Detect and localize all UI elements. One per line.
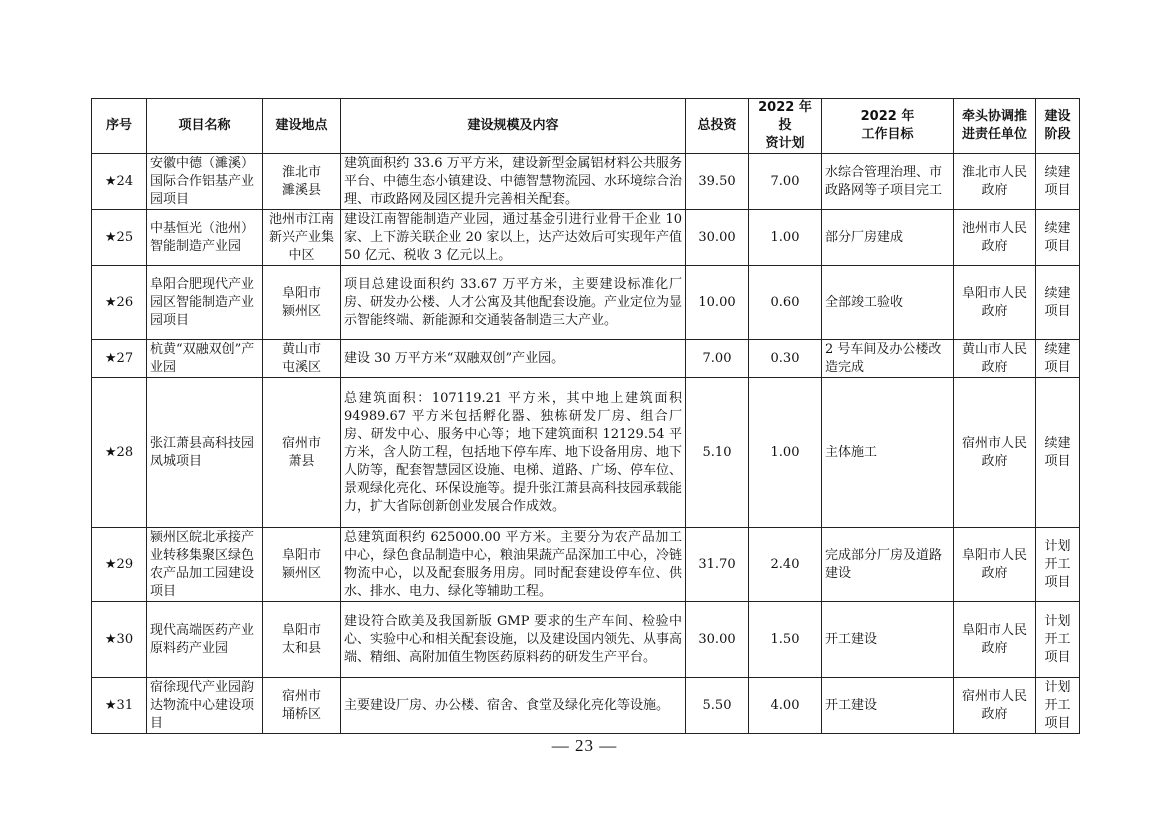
cell-responsible-unit: 黄山市人民政府 — [954, 340, 1036, 378]
cell-location: 宿州市 萧县 — [263, 378, 341, 528]
cell-2022-goal: 主体施工 — [822, 378, 954, 528]
header-plan-line2: 资计划 — [765, 136, 805, 151]
header-name: 项目名称 — [147, 99, 263, 154]
cell-content: 建设江南智能制造产业园，通过基金引进行业骨干企业 10 家、上下游关联企业 20 家以上，达产达效后可实现年产值 50 亿元、税收 3 亿元以上。 — [341, 210, 686, 266]
cell-2022-plan: 1.00 — [749, 378, 822, 528]
cell-no: ★29 — [92, 528, 147, 602]
cell-total-investment: 39.50 — [686, 154, 749, 210]
project-table — [91, 98, 1080, 734]
cell-project-name: 宿徐现代产业园韵达物流中心建设项目 — [147, 678, 263, 734]
cell-location: 池州市江南新兴产业集中区 — [263, 210, 341, 266]
header-goal — [822, 99, 954, 154]
header-plan — [749, 99, 822, 154]
cell-responsible-unit: 阜阳市人民政府 — [954, 602, 1036, 678]
header-no: 序号 — [92, 99, 147, 154]
cell-stage: 计划 开工 项目 — [1036, 602, 1080, 678]
cell-location: 淮北市 濉溪县 — [263, 154, 341, 210]
cell-project-name: 杭黄“双融双创”产业园 — [147, 340, 263, 378]
cell-location: 黄山市 屯溪区 — [263, 340, 341, 378]
cell-project-name: 安徽中德（濉溪）国际合作铝基产业园项目 — [147, 154, 263, 210]
header-goal-line1: 2022 年 — [860, 109, 915, 124]
table-row — [92, 266, 1080, 340]
cell-content: 总建筑面积约 625000.00 平方米。主要分为农产品加工中心，绿色食品制造中心，粮油果蔬产品深加工中心，冷链物流中心，以及配套服务用房。同时配套建设停车位、供水、排水、电力、绿化等辅助工程。 — [341, 528, 686, 602]
table-row — [92, 378, 1080, 528]
cell-no: ★28 — [92, 378, 147, 528]
cell-stage: 续建 项目 — [1036, 266, 1080, 340]
cell-stage: 计划 开工 项目 — [1036, 528, 1080, 602]
cell-location: 阜阳市 太和县 — [263, 602, 341, 678]
header-unit-line2: 进责任单位 — [961, 127, 1027, 142]
cell-no: ★26 — [92, 266, 147, 340]
cell-content: 主要建设厂房、办公楼、宿舍、食堂及绿化亮化等设施。 — [341, 678, 686, 734]
cell-no: ★25 — [92, 210, 147, 266]
cell-2022-plan: 0.30 — [749, 340, 822, 378]
cell-project-name: 中基恒光（池州）智能制造产业园 — [147, 210, 263, 266]
table-row — [92, 210, 1080, 266]
cell-total-investment: 10.00 — [686, 266, 749, 340]
cell-2022-plan: 1.50 — [749, 602, 822, 678]
cell-responsible-unit: 阜阳市人民政府 — [954, 266, 1036, 340]
cell-project-name: 阜阳合肥现代产业园区智能制造产业园项目 — [147, 266, 263, 340]
table-row — [92, 528, 1080, 602]
cell-no: ★24 — [92, 154, 147, 210]
cell-stage: 续建 项目 — [1036, 378, 1080, 528]
cell-location: 宿州市 埇桥区 — [263, 678, 341, 734]
cell-total-investment: 5.50 — [686, 678, 749, 734]
cell-responsible-unit: 宿州市人民政府 — [954, 678, 1036, 734]
cell-project-name: 现代高端医药产业原料药产业园 — [147, 602, 263, 678]
cell-stage: 续建 项目 — [1036, 340, 1080, 378]
cell-2022-plan: 4.00 — [749, 678, 822, 734]
cell-total-investment: 7.00 — [686, 340, 749, 378]
table-row — [92, 340, 1080, 378]
cell-no: ★27 — [92, 340, 147, 378]
cell-project-name: 张江萧县高科技园凤城项目 — [147, 378, 263, 528]
cell-content: 建设符合欧美及我国新版 GMP 要求的生产车间、检验中心、实验中心和相关配套设施，以及建设国内领先、从事高端、精细、高附加值生物医药原料药的研发生产平台。 — [341, 602, 686, 678]
cell-project-name: 颍州区皖北承接产业转移集聚区绿色农产品加工园建设项目 — [147, 528, 263, 602]
header-plan-line1: 2022 年投 — [758, 100, 812, 133]
cell-responsible-unit: 淮北市人民政府 — [954, 154, 1036, 210]
table-row — [92, 602, 1080, 678]
cell-responsible-unit: 宿州市人民政府 — [954, 378, 1036, 528]
table-row — [92, 154, 1080, 210]
table-body — [92, 154, 1080, 734]
cell-total-investment: 30.00 — [686, 210, 749, 266]
cell-total-investment: 31.70 — [686, 528, 749, 602]
cell-stage: 续建 项目 — [1036, 210, 1080, 266]
cell-no: ★31 — [92, 678, 147, 734]
cell-2022-plan: 1.00 — [749, 210, 822, 266]
page-number: — 23 — — [551, 736, 618, 755]
cell-location: 阜阳市 颍州区 — [263, 528, 341, 602]
cell-2022-goal: 开工建设 — [822, 678, 954, 734]
cell-2022-goal: 部分厂房建成 — [822, 210, 954, 266]
cell-responsible-unit: 阜阳市人民政府 — [954, 528, 1036, 602]
cell-2022-goal: 2 号车间及办公楼改造完成 — [822, 340, 954, 378]
cell-location: 阜阳市 颍州区 — [263, 266, 341, 340]
cell-total-investment: 5.10 — [686, 378, 749, 528]
header-unit — [954, 99, 1036, 154]
cell-content: 总建筑面积：107119.21 平方米，其中地上建筑面积 94989.67 平方米包括孵化器、独栋研发厂房、组合厂房、研发中心、服务中心等；地下建筑面积 12129.54 平方米，含人防工程，包括地下停车库、地下设备用房、地下人防等，配套智慧园区设施、电梯、道路、广场、停车位、景观绿化亮化、环保设施等。提升张江萧县高科技园承载能力，扩大省际创新创业发展合作成效。 — [341, 378, 686, 528]
cell-total-investment: 30.00 — [686, 602, 749, 678]
cell-content: 建设 30 万平方米“双融双创”产业园。 — [341, 340, 686, 378]
cell-content: 建筑面积约 33.6 万平方米，建设新型金属铝材料公共服务平台、中德生态小镇建设、中德智慧物流园、水环境综合治理、市政路网及园区提升完善相关配套。 — [341, 154, 686, 210]
cell-2022-goal: 开工建设 — [822, 602, 954, 678]
header-stage — [1036, 99, 1080, 154]
cell-stage: 续建 项目 — [1036, 154, 1080, 210]
cell-no: ★30 — [92, 602, 147, 678]
header-location: 建设地点 — [263, 99, 341, 154]
cell-2022-goal: 完成部分厂房及道路建设 — [822, 528, 954, 602]
table-row — [92, 678, 1080, 734]
table-header-row — [92, 99, 1080, 154]
cell-2022-plan: 2.40 — [749, 528, 822, 602]
header-stage-line1: 建设 — [1044, 109, 1071, 124]
cell-stage: 计划 开工 项目 — [1036, 678, 1080, 734]
cell-2022-goal: 水综合管理治理、市政路网等子项目完工 — [822, 154, 954, 210]
cell-2022-plan: 7.00 — [749, 154, 822, 210]
cell-content: 项目总建设面积约 33.67 万平方米，主要建设标准化厂房、研发办公楼、人才公寓及其他配套设施。产业定位为显示智能终端、新能源和交通装备制造三大产业。 — [341, 266, 686, 340]
header-goal-line2: 工作目标 — [861, 127, 914, 142]
cell-2022-plan: 0.60 — [749, 266, 822, 340]
cell-responsible-unit: 池州市人民政府 — [954, 210, 1036, 266]
cell-2022-goal: 全部竣工验收 — [822, 266, 954, 340]
header-content: 建设规模及内容 — [341, 99, 686, 154]
header-stage-line2: 阶段 — [1044, 127, 1071, 142]
header-unit-line1: 牵头协调推 — [961, 109, 1027, 124]
header-total: 总投资 — [686, 99, 749, 154]
